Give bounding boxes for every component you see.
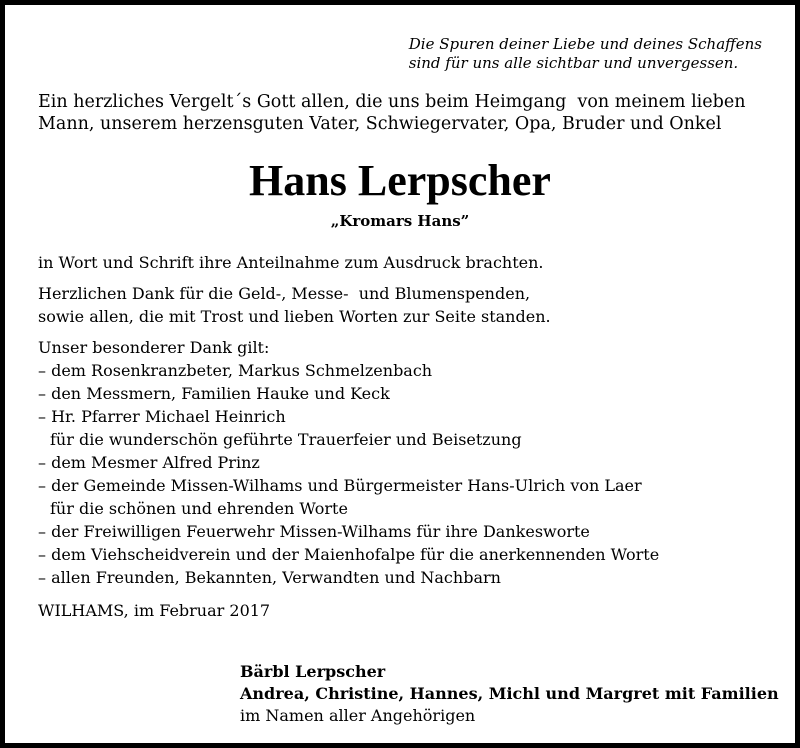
thanks-line-1: Herzlichen Dank für die Geld-, Messe- und Blumenspenden,	[38, 284, 531, 303]
motto-line-1: Die Spuren deiner Liebe und deines Schaffens	[408, 35, 762, 53]
list-item-line: – dem Viehscheidverein und der Maienhofalpe für die anerkennenden Worte	[38, 545, 660, 564]
signer-children: Andrea, Christine, Hannes, Michl und Margret mit Familien	[240, 684, 779, 703]
signer-widow: Bärbl Lerpscher	[240, 662, 386, 681]
list-item-line: – Hr. Pfarrer Michael Heinrich	[38, 407, 286, 426]
list-item	[38, 382, 775, 405]
signer-closing: im Namen aller Angehörigen	[240, 706, 476, 725]
list-item	[38, 520, 775, 543]
intro-paragraph	[38, 91, 762, 135]
list-item-line: – allen Freunden, Bekannten, Verwandten und Nachbarn	[38, 568, 501, 587]
special-thanks-list	[38, 359, 775, 589]
intro-line-2: Mann, unserem herzensguten Vater, Schwiegervater, Opa, Bruder und Onkel	[38, 114, 722, 134]
signers-block	[240, 661, 779, 727]
motto-quote	[409, 35, 762, 73]
thanks-line-2: sowie allen, die mit Trost und lieben Worten zur Seite standen.	[38, 307, 551, 326]
list-item-continuation: für die schönen und ehrenden Worte	[50, 499, 348, 518]
intro-line-1: Ein herzliches Vergelt´s Gott allen, die uns beim Heimgang von meinem lieben	[38, 92, 746, 112]
list-item-line: – dem Rosenkranzbeter, Markus Schmelzenbach	[38, 361, 433, 380]
list-item	[38, 474, 775, 520]
special-thanks-heading: Unser besonderer Dank gilt:	[38, 338, 270, 357]
list-item	[38, 451, 775, 474]
list-item-line: – der Freiwilligen Feuerwehr Missen-Wilhams für ihre Dankesworte	[38, 522, 590, 541]
list-item-line: – dem Mesmer Alfred Prinz	[38, 453, 260, 472]
list-item	[38, 405, 775, 451]
sympathy-line: in Wort und Schrift ihre Anteilnahme zum Ausdruck brachten.	[38, 253, 544, 272]
list-item-line: – den Messmern, Familien Hauke und Keck	[38, 384, 390, 403]
list-item-line: – der Gemeinde Missen-Wilhams und Bürgermeister Hans-Ulrich von Laer	[38, 476, 642, 495]
list-item	[38, 566, 775, 589]
deceased-nickname: „Kromars Hans”	[330, 212, 470, 230]
thanks-body	[38, 251, 775, 622]
list-item-continuation: für die wunderschön geführte Trauerfeier und Beisetzung	[50, 430, 522, 449]
deceased-name: Hans Lerpscher	[249, 156, 551, 205]
list-item	[38, 543, 775, 566]
list-item	[38, 359, 775, 382]
motto-line-2: sind für uns alle sichtbar und unvergessen.	[408, 54, 739, 72]
place-date: WILHAMS, im Februar 2017	[38, 601, 271, 620]
